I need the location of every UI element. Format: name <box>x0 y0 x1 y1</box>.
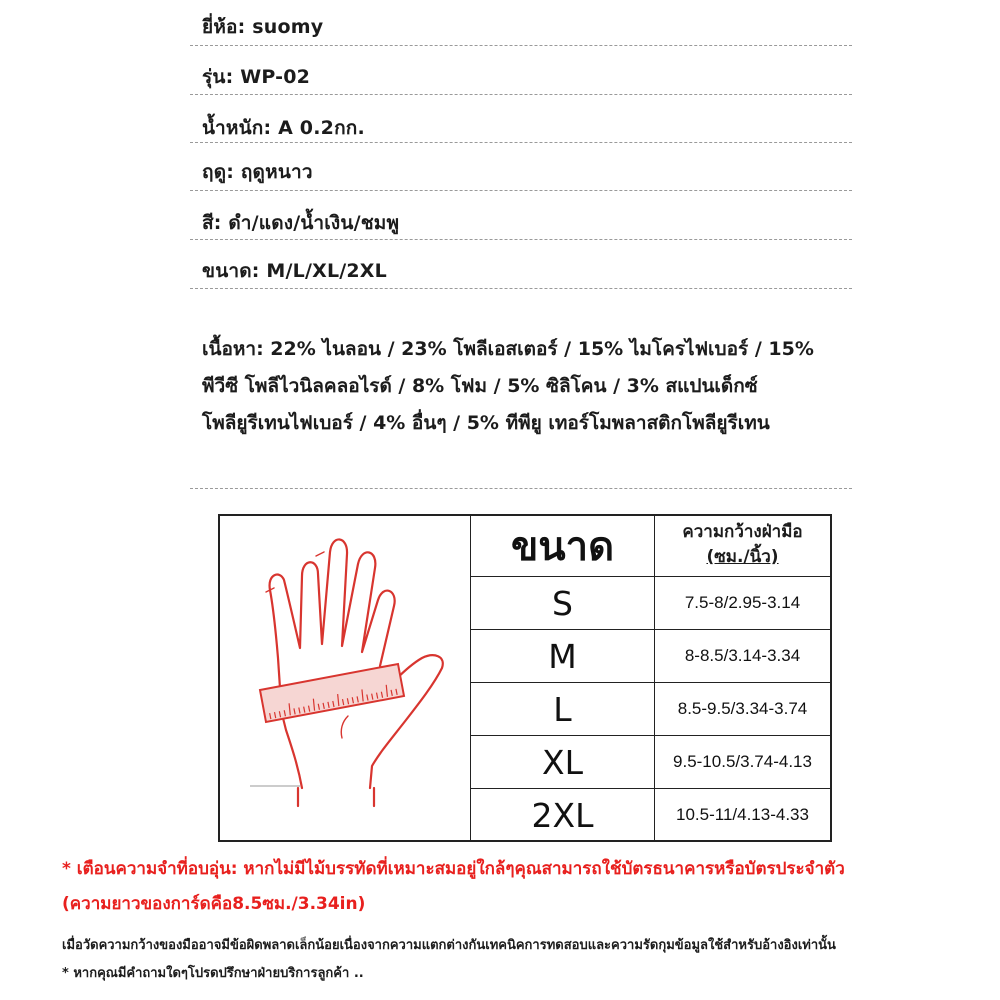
width-cell-m: 8-8.5/3.14-3.34 <box>684 646 801 665</box>
palm-width-header <box>655 516 830 576</box>
spec-season: ฤดู: ฤดูหนาว <box>202 161 313 183</box>
size-table <box>471 516 830 840</box>
material-line-1: เนื้อหา: 22% ไนลอน / 23% โพลีเอสเตอร์ / 15% ไมโครไฟเบอร์ / 15% <box>202 338 814 360</box>
ruler-icon <box>260 664 404 722</box>
size-chart <box>218 514 832 842</box>
size-cell-m: M <box>548 636 577 676</box>
divider <box>190 190 852 191</box>
palm-width-header-title: ความกว้างฝ่ามือ <box>682 522 803 542</box>
measurement-tip <box>62 852 982 922</box>
size-cell-xl: XL <box>542 742 583 782</box>
material-line-3: โพลียูรีเทนไฟเบอร์ / 4% อื่นๆ / 5% ทีพียู เทอร์โมพลาสติกโพลียูรีเทน <box>202 412 770 434</box>
size-cell-l: L <box>553 689 572 729</box>
hand-measure-icon <box>220 516 470 840</box>
size-cell-2xl: 2XL <box>531 795 594 835</box>
material-description <box>202 331 862 442</box>
width-cell-l: 8.5-9.5/3.34-3.74 <box>677 699 808 718</box>
palm-width-header-unit: (ซม./นิ้ว) <box>706 547 779 567</box>
width-cell-xl: 9.5-10.5/3.74-4.13 <box>673 752 812 771</box>
divider <box>190 142 852 143</box>
accuracy-note: เมื่อวัดความกว้างของมืออาจมีข้อผิดพลาดเล็กน้อยเนื่องจากความแตกต่างกันเทคนิคการทดสอบและความรัดกุมข้อมูลใช้สำหรับอ้างอิงเท่านั้น <box>62 938 836 953</box>
divider <box>190 239 852 240</box>
customer-service-note: * หากคุณมีคำถามใดๆโปรดปรึกษาฝ่ายบริการลูกค้า .. <box>62 966 364 981</box>
width-cell-s: 7.5-8/2.95-3.14 <box>684 593 801 612</box>
spec-model: รุ่น: WP-02 <box>202 66 311 88</box>
divider <box>190 45 852 46</box>
width-cell-2xl: 10.5-11/4.13-4.33 <box>676 805 809 824</box>
divider <box>190 94 852 95</box>
hand-measure-panel <box>220 516 471 840</box>
divider <box>190 488 852 489</box>
size-header: ขนาด <box>510 524 615 570</box>
measurement-tip-line-2: (ความยาวของการ์ดคือ8.5ซม./3.34in) <box>62 894 366 914</box>
spec-color: สี: ดำ/แดง/น้ำเงิน/ชมพู <box>202 212 400 234</box>
size-cell-s: S <box>552 583 573 623</box>
spec-brand: ยี่ห้อ: suomy <box>202 16 324 38</box>
divider <box>190 288 852 289</box>
material-line-2: พีวีซี โพลีไวนิลคลอไรด์ / 8% โฟม / 5% ซิลิโคน / 3% สแปนเด็กซ์ <box>202 375 758 397</box>
spec-weight: น้ำหนัก: A 0.2กก. <box>202 117 365 139</box>
measurement-tip-line-1: * เตือนความจำที่อบอุ่น: หากไม่มีไม้บรรทัดที่เหมาะสมอยู่ใกล้ๆคุณสามารถใช้บัตรธนาคารหรือบัตรประจำตัว <box>62 859 845 879</box>
spec-size: ขนาด: M/L/XL/2XL <box>202 260 387 282</box>
